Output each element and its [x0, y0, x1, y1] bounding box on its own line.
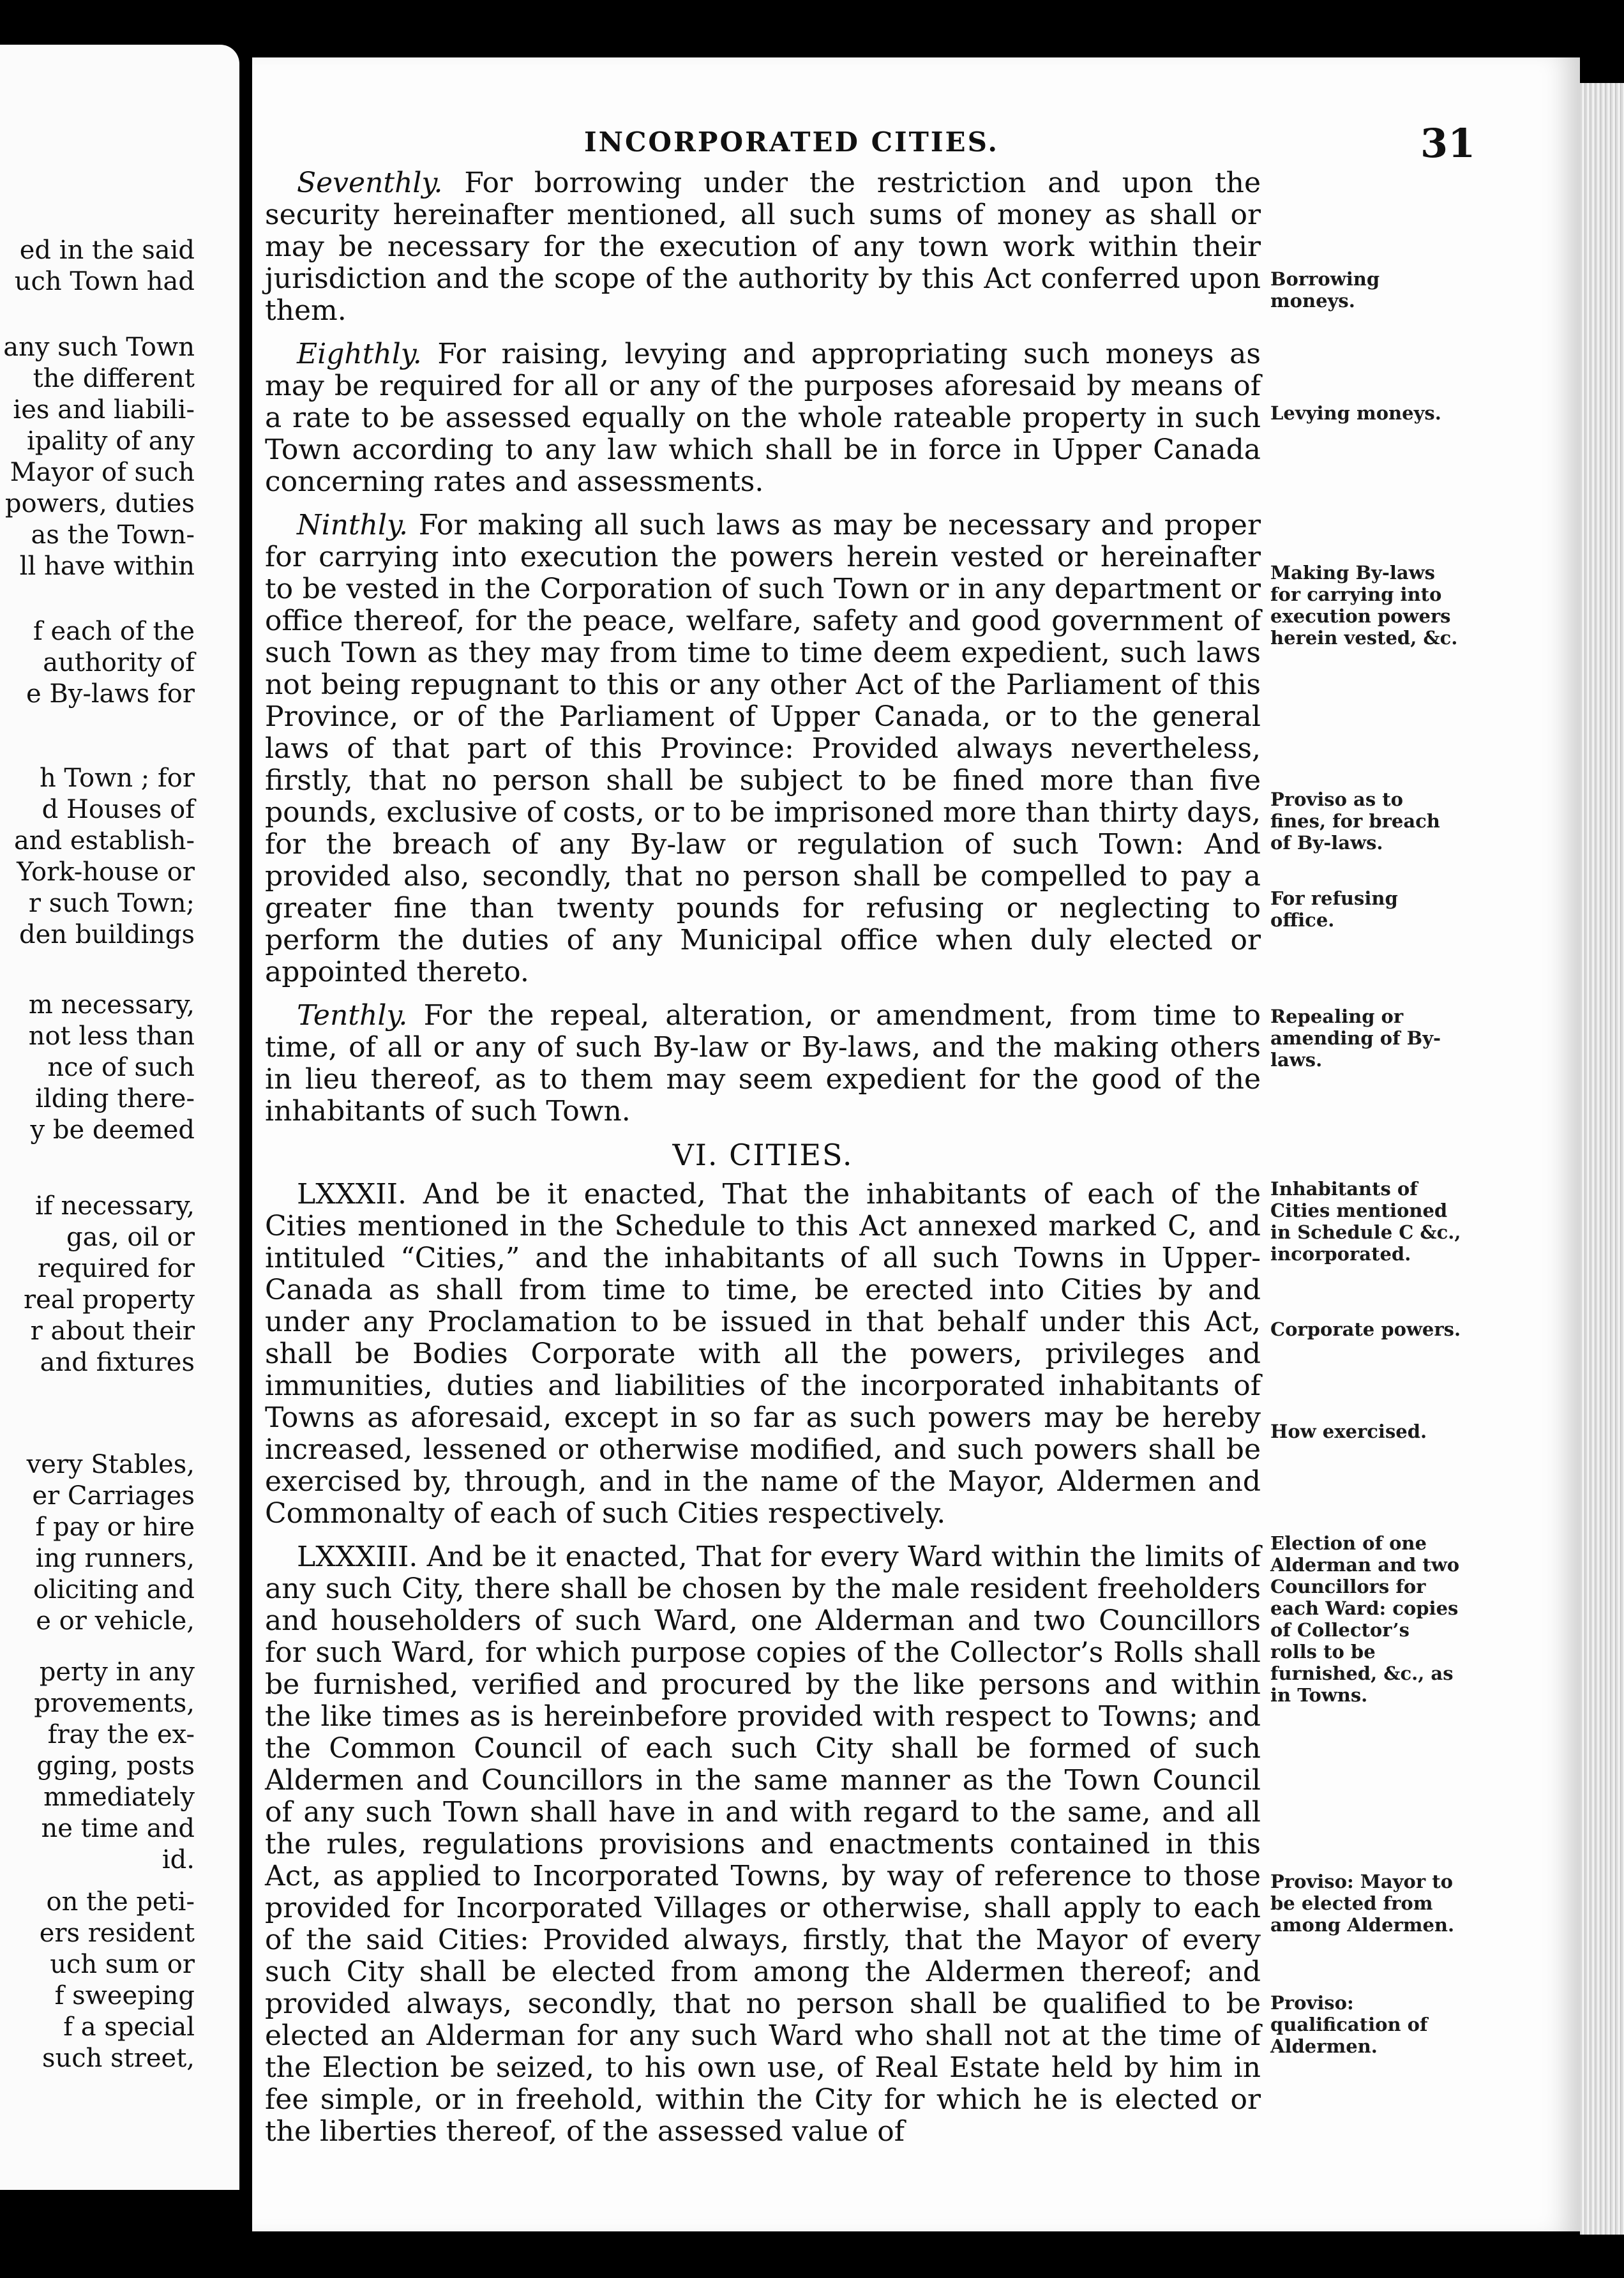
running-head: INCORPORATED CITIES. — [583, 126, 1000, 158]
left-text-line: ll have within — [19, 552, 195, 581]
left-text-line: and fixtures — [40, 1348, 195, 1377]
left-text-line: gas, oil or — [66, 1223, 195, 1252]
left-text-line: er Carriages — [32, 1481, 195, 1511]
paragraph-tenthly — [265, 1000, 1261, 1128]
left-text-line: e By-laws for — [26, 679, 195, 709]
left-text-line: perty in any — [39, 1657, 195, 1687]
left-text-line: d Houses of — [41, 795, 195, 824]
left-text-line: ed in the said — [19, 236, 195, 265]
left-text-line: id. — [162, 1845, 195, 1874]
left-text-line: any such Town — [3, 333, 195, 362]
left-facing-page — [0, 45, 239, 2190]
section-number: LXXXII. — [297, 1178, 407, 1211]
left-text-line: r such Town; — [28, 889, 195, 918]
left-text-line: ers resident — [39, 1919, 195, 1948]
left-text-line: uch sum or — [50, 1950, 195, 1979]
section-heading: VI. CITIES. — [672, 1138, 853, 1172]
left-text-line: nce of such — [47, 1053, 195, 1082]
margin-note-election: Election of one Alderman and two Councillors for each Ward: copies of Collector’s rolls to be furnished, &c., as in Towns. — [1270, 1532, 1460, 1706]
left-text-line: oliciting and — [33, 1575, 195, 1604]
margin-note-by-laws: Making By-laws for carrying into execution powers herein vested, &c. — [1270, 562, 1458, 649]
paragraph-eighthly — [265, 338, 1261, 498]
left-text-line: h Town ; for — [39, 764, 195, 793]
left-text-line: r about their — [30, 1316, 195, 1346]
margin-note-corporate: Corporate powers. — [1270, 1318, 1461, 1340]
margin-note-fines: Proviso as to fines, for breach of By-laws. — [1270, 788, 1440, 854]
left-text-block — [0, 235, 195, 298]
left-text-line: den buildings — [19, 920, 195, 949]
left-text-line: ing runners, — [35, 1544, 195, 1573]
paragraph-lead: Ninthly. — [297, 509, 409, 541]
left-text-line: such street, — [41, 2044, 195, 2073]
left-text-line: ipality of any — [26, 426, 195, 456]
margin-note-borrowing: Borrowing moneys. — [1270, 268, 1380, 312]
left-text-line: not less than — [28, 1022, 195, 1051]
page-number: 31 — [1420, 120, 1476, 167]
left-text-line: provements, — [34, 1689, 195, 1718]
left-text-line: uch Town had — [14, 267, 195, 296]
section-text: And be it enacted, That for every Ward within the limits of any such City, there shall be chosen by the male resident freeholders and householders of such Ward, one Alderman and two Councillors for such Ward, for which purpose copies of the Collector’s Rolls shall be furnished, verified and procured by the like persons and within the like times as is hereinbefore provided with respect to Towns; and the Common Council of each such City shall be formed of such Aldermen and Councillors in the same manner as the Town Council of any such Town shall have in and with regard to the same, and all the rules, regulations provisions and enactments contained in this Act, as applied to Incorporated Towns, by way of reference to those provided for Incorporated Villages or otherwise, shall apply to each of the said Cities: Provided always, firstly, that the Mayor of every such City shall be elected from among the Aldermen thereof; and provided always, secondly, that no person shall be qualified to be elected an Alderman for any such Ward who shall not at the time of the Election be seized, to his own use, of Real Estate held by him in fee simple, or in freehold, within the City for which he is elected or the liberties thereof, of the assessed value of — [265, 1541, 1261, 2148]
paragraph-text: For borrowing under the restriction and upon the security hereinafter mentioned, all such sums of money as shall or may be necessary for the execution of any town work within their jurisdiction and the scope of the authority by this Act conferred upon them. — [265, 167, 1261, 327]
paragraph-ninthly — [265, 509, 1261, 988]
left-text-line: m necessary, — [28, 990, 195, 1020]
left-text-block — [0, 1191, 195, 1378]
left-text-line: powers, duties — [4, 489, 195, 518]
left-text-line: fray the ex- — [47, 1720, 195, 1749]
paragraph-text: For making all such laws as may be necessary and proper for carrying into execution the powers herein vested or hereinafter to be vested in the Corporation of such Town or in any department or office thereof, for the peace, welfare, safety and good government of such Town as they may from time to time deem expedient, such laws not being repugnant to this or any other Act of the Parliament of this Province, or of the Parliament of Upper Canada, or to the general laws of that part of this Province: Provided always nevertheless, firstly, that no person shall be subject to be fined more than five pounds, exclusive of costs, or to be imprisoned more than thirty days, for the breach of any By-law or regulation of such Town: And provided also, secondly, that no person shall be compelled to pay a greater fine than twenty pounds for refusing or neglecting to perform the duties of any Municipal office when duly elected or appointed thereto. — [265, 509, 1261, 988]
section-text: And be it enacted, That the inhabitants of each of the Cities mentioned in the Schedule to this Act annexed marked C, and intituled “Cities,” and the inhabitants of all such Towns in Upper-Canada as shall from time to time, be erected into Cities by and under any Proclamation to be issued in that behalf under this Act, shall be Bodies Corporate with all the powers, privileges and immunities, duties and liabilities of the incorporated inhabitants of Towns as aforesaid, except in so far as such powers may be hereby increased, lessened or otherwise modified, and such powers shall be exercised by, through, and in the name of the Mayor, Aldermen and Commonalty of each of such Cities respectively. — [265, 1178, 1261, 1530]
left-text-line: as the Town- — [31, 520, 195, 550]
left-text-block — [0, 1657, 195, 1876]
left-text-line: ies and liabili- — [13, 395, 195, 425]
left-text-line: if necessary, — [35, 1191, 195, 1221]
section-lxxxiii — [265, 1541, 1261, 2148]
left-text-block — [0, 616, 195, 710]
section-lxxxii — [265, 1179, 1261, 1530]
left-text-line: f pay or hire — [35, 1512, 195, 1542]
margin-note-refusing: For refusing office. — [1270, 887, 1398, 931]
paragraph-lead: Seventhly. — [297, 167, 443, 199]
left-text-line: the different — [33, 364, 195, 393]
left-text-block — [0, 990, 195, 1146]
left-text-line: ilding there- — [35, 1084, 195, 1113]
left-text-line: required for — [37, 1254, 195, 1283]
left-text-line: f a special — [63, 2012, 195, 2042]
left-text-block — [0, 332, 195, 582]
left-text-line: York-house or — [17, 857, 195, 887]
margin-note-mayor: Proviso: Mayor to be elected from among Aldermen. — [1270, 1871, 1455, 1936]
left-text-line: authority of — [43, 648, 195, 677]
left-text-line: and establish- — [13, 826, 195, 856]
margin-note-qualification: Proviso: qualification of Aldermen. — [1270, 1992, 1428, 2057]
left-text-line: real property — [23, 1285, 195, 1315]
left-text-line: on the peti- — [46, 1887, 195, 1917]
margin-note-levying: Levying moneys. — [1270, 402, 1441, 424]
margin-note-exercised: How exercised. — [1270, 1421, 1427, 1442]
left-text-line: f sweeping — [54, 1981, 195, 2010]
left-text-line: Mayor of such — [10, 458, 195, 487]
left-text-line: very Stables, — [26, 1450, 195, 1479]
margin-note-repealing: Repealing or amending of By-laws. — [1270, 1006, 1441, 1071]
left-text-block — [0, 1887, 195, 2074]
left-text-block — [0, 1449, 195, 1637]
section-number: LXXXIII. — [297, 1541, 418, 1573]
margin-note-inhabitants: Inhabitants of Cities mentioned in Schedule C &c., incorporated. — [1270, 1178, 1461, 1265]
page-edge — [1580, 83, 1624, 2235]
paragraph-text: For raising, levying and appropriating such moneys as may be required for all or any of the purposes aforesaid by means of a rate to be assessed equally on the whole rateable property in such Town according to any law which shall be in force in Upper Canada concerning rates and assessments. — [265, 338, 1261, 498]
left-text-line: f each of the — [33, 617, 195, 646]
left-text-line: y be deemed — [30, 1115, 195, 1145]
body-text — [265, 167, 1261, 2159]
paragraph-seventhly — [265, 167, 1261, 327]
left-text-line: mmediately — [43, 1783, 195, 1812]
left-text-line: e or vehicle, — [36, 1606, 195, 1636]
paragraph-lead: Tenthly. — [297, 999, 408, 1032]
paragraph-lead: Eighthly. — [297, 338, 422, 370]
paragraph-text: For the repeal, alteration, or amendment, from time to time, of all or any of such By-law or By-laws, and the making others in lieu thereof, as to them may seem expedient for the good of the inhabitants of such Town. — [265, 999, 1261, 1128]
left-text-block — [0, 763, 195, 951]
left-text-line: gging, posts — [36, 1751, 195, 1781]
left-text-line: ne time and — [41, 1814, 195, 1843]
